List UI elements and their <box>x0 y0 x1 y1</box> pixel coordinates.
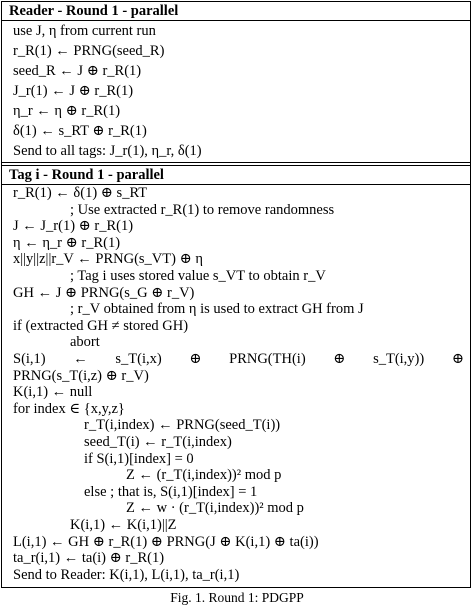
reader-line: use J, η from current run <box>13 23 156 39</box>
tag-line: L(i,1) ← GH ⊕ r_R(1) ⊕ PRNG(J ⊕ K(i,1) ⊕ ta(i)) <box>13 533 319 550</box>
tag-line: if (extracted GH ≠ stored GH) <box>13 317 189 334</box>
tag-line: abort <box>70 334 100 351</box>
tag-line: Z ← w · (r_T(i,index))² mod p <box>126 500 304 517</box>
reader-line: J_r(1) ← J ⊕ r_R(1) <box>13 83 134 99</box>
reader-line: δ(1) ← s_RT ⊕ r_R(1) <box>13 123 147 139</box>
tag-line: K(i,1) ← null <box>13 384 93 401</box>
tag-line: for index ∈ {x,y,z} <box>13 400 125 417</box>
tag-line: seed_T(i) ← r_T(i,index) <box>84 434 232 450</box>
tag-line: ta_r(i,1) ← ta(i) ⊕ r_R(1) <box>13 550 165 567</box>
tag-line: r_R(1) ← δ(1) ⊕ s_RT <box>13 185 148 201</box>
figure-caption: Fig. 1. Round 1: PDGPP <box>170 590 304 605</box>
tag-line: r_T(i,index) ← PRNG(seed_T(i)) <box>84 417 281 434</box>
tag-line: Send to Reader: K(i,1), L(i,1), ta_r(i,1) <box>13 566 240 583</box>
reader-line: r_R(1) ← PRNG(seed_R) <box>13 43 165 59</box>
tag-comment: ; Use extracted r_R(1) to remove randomness <box>70 201 335 218</box>
tag-line: J ← J_r(1) ⊕ r_R(1) <box>13 218 134 235</box>
tag-line: η ← η_r ⊕ r_R(1) <box>13 234 121 251</box>
tag-comment: ; Tag i uses stored value s_VT to obtain r_V <box>70 268 326 284</box>
tag-line: x||y||z||r_V ← PRNG(s_VT) ⊕ η <box>13 251 203 268</box>
tag-line: if S(i,1)[index] = 0 <box>84 450 194 467</box>
protocol-box <box>1 1 471 588</box>
reader-line: Send to all tags: J_r(1), η_r, δ(1) <box>13 143 202 159</box>
tag-round-header: Tag i - Round 1 - parallel <box>9 167 164 183</box>
reader-round-header: Reader - Round 1 - parallel <box>9 3 179 19</box>
tag-line: PRNG(s_T(i,z) ⊕ r_V) <box>13 367 149 384</box>
tag-line: else ; that is, S(i,1)[index] = 1 <box>84 483 258 500</box>
tag-line: Z ← (r_T(i,index))² mod p <box>126 467 282 484</box>
tag-line: GH ← J ⊕ PRNG(s_G ⊕ r_V) <box>13 284 195 301</box>
reader-line: η_r ← η ⊕ r_R(1) <box>13 103 121 119</box>
tag-comment: ; r_V obtained from η is used to extract GH from J <box>70 301 364 318</box>
tag-line: K(i,1) ← K(i,1)||Z <box>70 517 177 533</box>
section-divider <box>2 162 470 163</box>
tag-line: S(i,1) ← s_T(i,x) ⊕ PRNG(TH(i) ⊕ s_T(i,y)) ⊕ <box>13 351 464 367</box>
reader-line: seed_R ← J ⊕ r_R(1) <box>13 63 142 79</box>
